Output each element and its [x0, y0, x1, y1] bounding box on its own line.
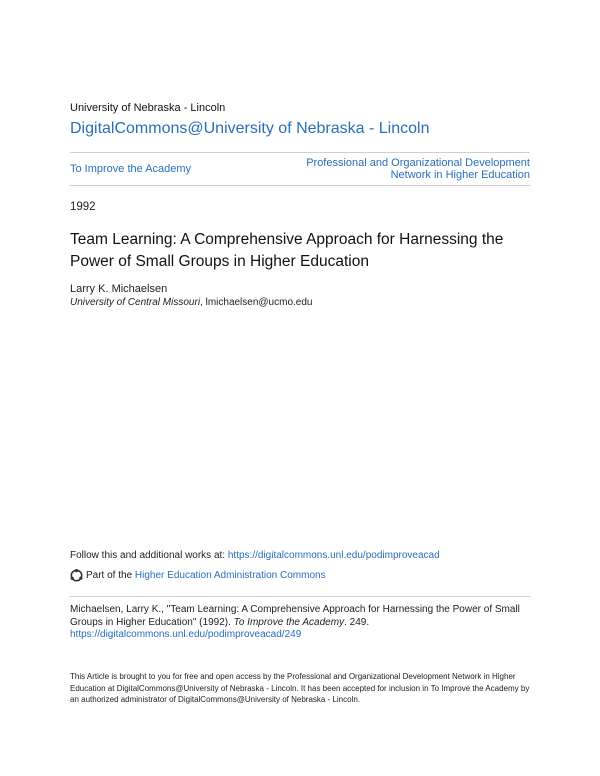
network-link-line2: Network in Higher Education — [390, 169, 530, 181]
follow-url-link[interactable]: https://digitalcommons.unl.edu/podimproveacad — [227, 550, 440, 561]
author-affiliation — [70, 297, 312, 308]
article-title — [70, 229, 540, 273]
author-name: Larry K. Michaelsen — [70, 283, 168, 295]
institution-name: University of Nebraska - Lincoln — [70, 102, 226, 114]
network-icon — [70, 569, 83, 582]
affiliation-name: University of Central Missouri — [70, 297, 201, 308]
follow-line — [70, 550, 440, 561]
repository-link[interactable]: DigitalCommons@University of Nebraska - Lincoln — [70, 120, 430, 137]
title-line-1: Team Learning: A Comprehensive Approach for Harnessing the — [70, 231, 504, 248]
partof-prefix: Part of the — [86, 570, 133, 581]
divider-top — [70, 152, 530, 153]
author-email: , lmichaelsen@ucmo.edu — [200, 297, 313, 308]
commons-link[interactable]: Higher Education Administration Commons — [134, 570, 326, 581]
divider-series — [70, 185, 530, 186]
recommended-citation — [70, 604, 530, 642]
series-link[interactable]: To Improve the Academy — [70, 163, 192, 175]
network-link[interactable] — [290, 157, 530, 181]
divider-citation — [70, 596, 530, 597]
citation-url-link[interactable]: https://digitalcommons.unl.edu/podimproveacad/249 — [70, 629, 302, 640]
network-link-line1: Professional and Organizational Development — [306, 157, 530, 169]
publication-year: 1992 — [70, 201, 96, 213]
access-notice: This Article is brought to you for free and open access by the Professional and Organizational Development Network in Higher Education at DigitalCommons@University of Nebraska - Lincoln. It has been accepted for inclusion in To Improve the Academy by an authorized administrator of DigitalCommons@University of Nebraska - Lincoln. — [70, 672, 530, 704]
title-line-2: Power of Small Groups in Higher Education — [70, 253, 369, 270]
part-of-line — [70, 569, 326, 582]
citation-issue: . 249. — [344, 616, 370, 628]
citation-text: Michaelsen, Larry K., "Team Learning: A Comprehensive Approach for Harnessing the Power of Small Groups in Higher Education" (1992). — [70, 604, 520, 628]
citation-journal: To Improve the Academy — [233, 616, 345, 628]
follow-prefix: Follow this and additional works at: — [70, 550, 228, 561]
